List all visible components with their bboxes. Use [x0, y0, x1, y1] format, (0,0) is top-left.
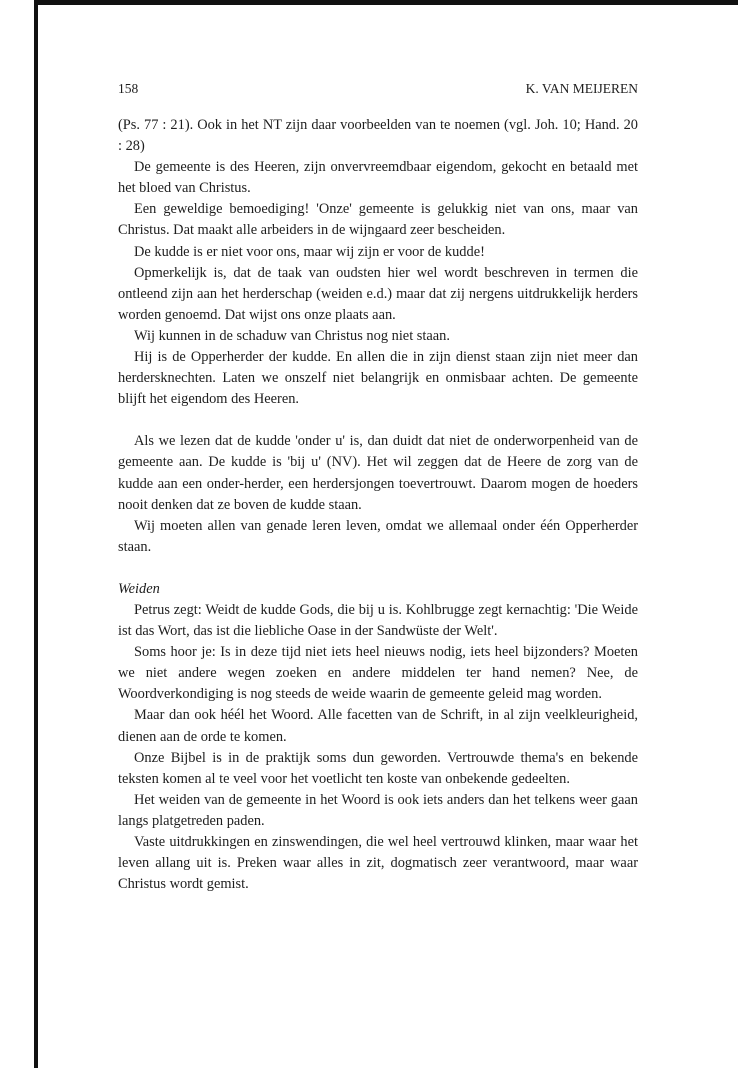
page-border-left — [34, 0, 38, 1068]
paragraph: Soms hoor je: Is in deze tijd niet iets heel nieuws nodig, iets heel bijzonders? Moeten we niet andere wegen zoeken en andere middelen ter hand nemen? Nee, de Woordverkondiging is nog steeds de weide waarin de gemeente geleid mag worden. — [118, 644, 638, 703]
section-heading: Weiden — [118, 580, 160, 597]
paragraph: Wij moeten allen van genade leren leven, omdat we allemaal onder één Opperherder staan. — [118, 517, 638, 555]
page-number: 158 — [118, 81, 139, 96]
section-gap — [118, 558, 638, 579]
paragraph: Onze Bijbel is in de praktijk soms dun geworden. Vertrouwde thema's en bekende teksten komen al te veel voor het voetlicht ten koste van onbekende gedeelten. — [118, 749, 638, 787]
paragraph: Maar dan ook héél het Woord. Alle facetten van de Schrift, in al zijn veelkleurigheid, dienen aan de orde te komen. — [118, 707, 638, 745]
running-head-author: K. VAN MEIJEREN — [525, 81, 638, 96]
paragraph: De gemeente is des Heeren, zijn onvervreemdbaar eigendom, gekocht en betaald met het bloed van Christus. — [118, 159, 638, 197]
paragraph: Een geweldige bemoediging! 'Onze' gemeente is gelukkig niet van ons, maar van Christus. Dat maakt alle arbeiders in de wijngaard zeer bescheiden. — [118, 201, 638, 239]
paragraph: Vaste uitdrukkingen en zinswendingen, die wel heel vertrouwd klinken, maar waar het leven allang uit is. Preken waar alles in zit, dogmatisch zeer verantwoord, maar waar Christus wordt gemist. — [118, 834, 638, 893]
page-border-top — [34, 0, 738, 5]
paragraph: Petrus zegt: Weidt de kudde Gods, die bij u is. Kohlbrugge zegt kernachtig: 'Die Weide ist das Wort, das ist die liebliche Oase in der Sandwüste der Welt'. — [118, 601, 638, 640]
section-gap — [118, 410, 638, 431]
paragraph: Het weiden van de gemeente in het Woord is ook iets anders dan het telkens weer gaan langs platgetreden paden. — [118, 791, 638, 829]
running-header — [118, 78, 638, 99]
paragraph: De kudde is er niet voor ons, maar wij zijn er voor de kudde! — [134, 243, 485, 260]
paragraph: Opmerkelijk is, dat de taak van oudsten hier wel wordt beschreven in termen die ontleend zijn aan het herderschap (weiden e.d.) maar dat zij nergens uitdrukkelijk herders worden genoemd. Dat wijst ons onze plaats aan. — [118, 264, 638, 323]
paragraph: (Ps. 77 : 21). Ook in het NT zijn daar voorbeelden van te noemen (vgl. Joh. 10; Hand. 20 : 28) — [118, 117, 638, 155]
paragraph: Hij is de Opperherder der kudde. En allen die in zijn dienst staan zijn niet meer dan herdersknechten. Laten we onszelf niet belangrijk en onmisbaar achten. De gemeente blijft het eigendom des Heeren. — [118, 349, 638, 408]
paragraph: Als we lezen dat de kudde 'onder u' is, dan duidt dat niet de onderworpenheid van de gemeente aan. De kudde is 'bij u' (NV). Het wil zeggen dat de Heere de zorg van de kudde aan een onder-herder, een herdersjongen toevertrouwt. Daarom mogen de hoeders nooit denken dat ze boven de kudde staan. — [118, 433, 638, 513]
book-page — [118, 78, 638, 895]
paragraph: Wij kunnen in de schaduw van Christus nog niet staan. — [134, 327, 450, 344]
